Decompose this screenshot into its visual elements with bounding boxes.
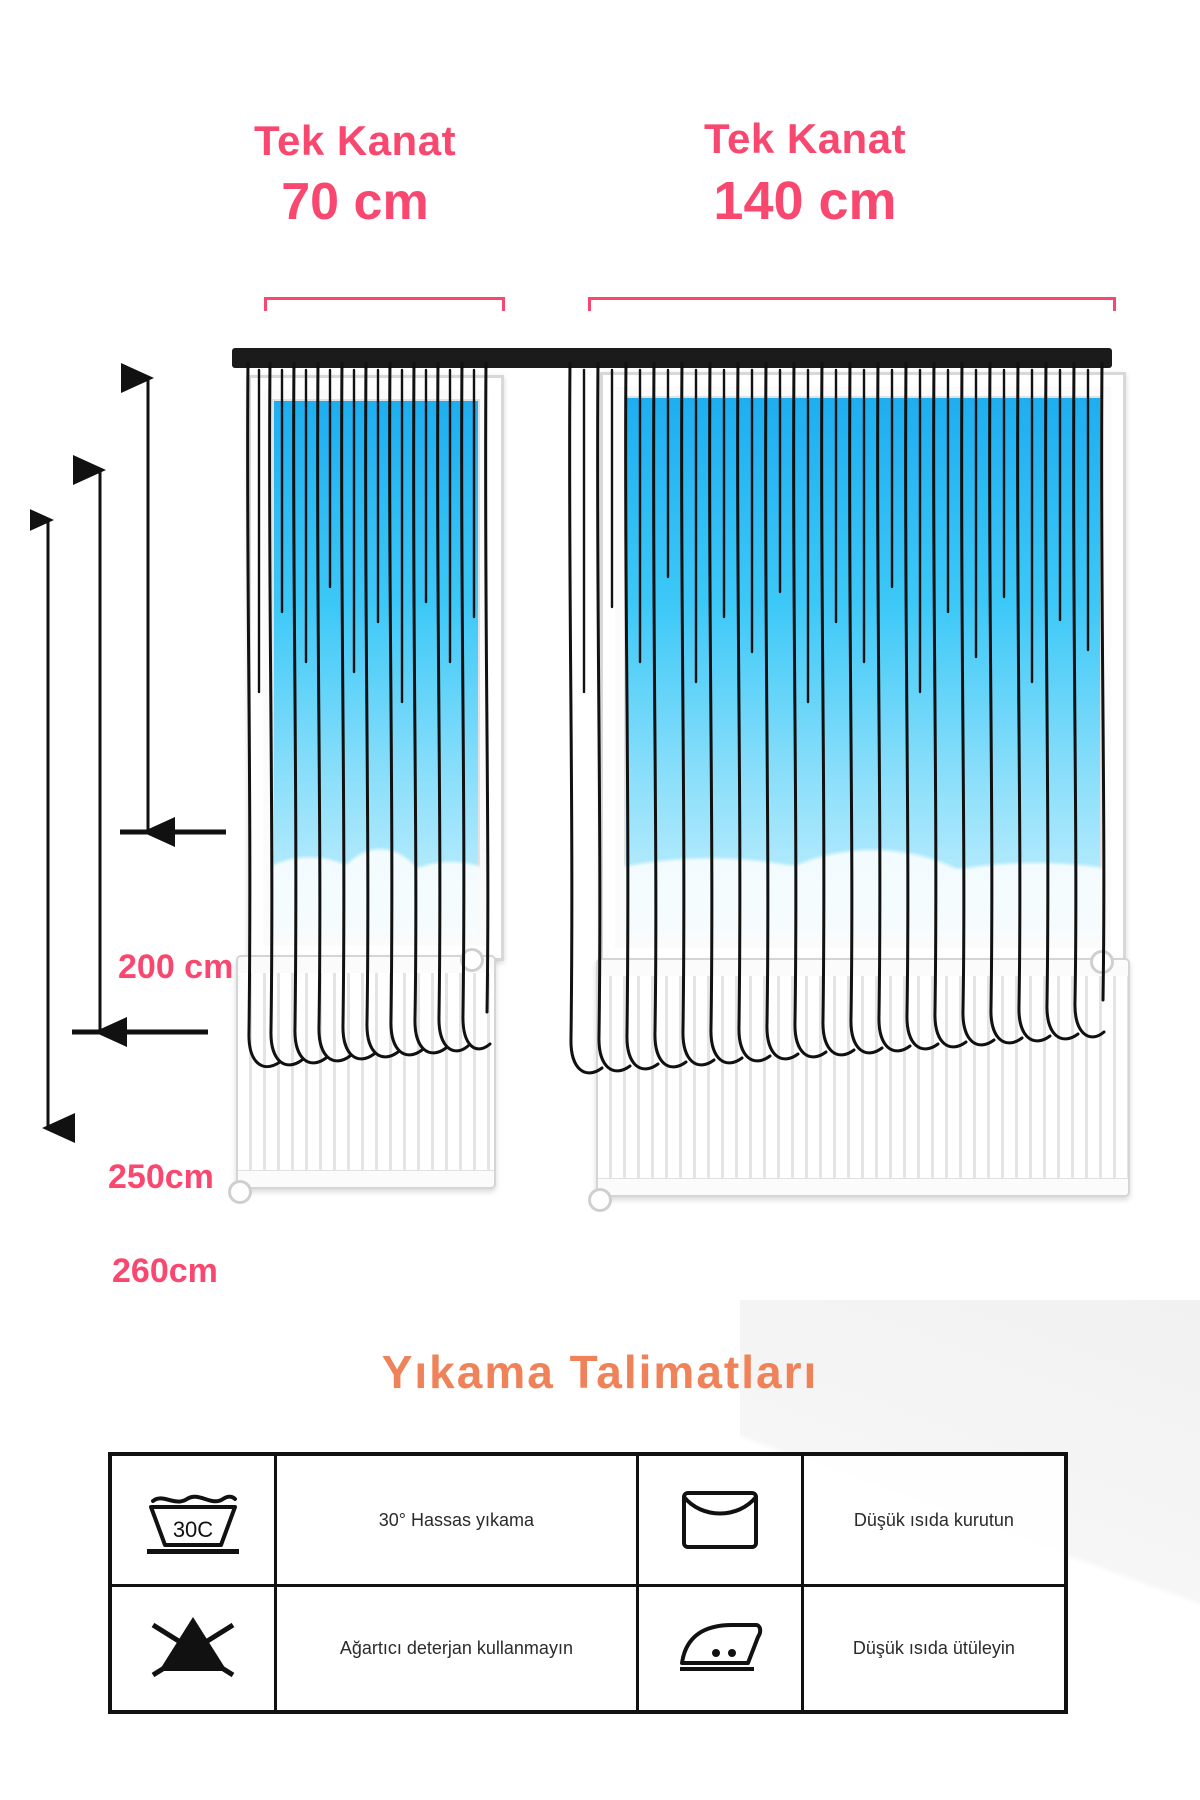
wash-text-cell: Düşük ısıda ütüleyin bbox=[802, 1586, 1066, 1712]
panel-size-70: 70 cm bbox=[281, 173, 429, 231]
window-left-glass bbox=[263, 390, 489, 946]
panel-title-70: Tek Kanat bbox=[253, 117, 457, 164]
iron-low-icon bbox=[672, 1611, 768, 1681]
height-label-260: 260cm bbox=[112, 1252, 218, 1290]
radiator-left-bottom-cap bbox=[238, 1170, 494, 1187]
radiator-right-valve bbox=[588, 1188, 612, 1212]
wash-icon-cell bbox=[110, 1586, 276, 1712]
width-bracket-140 bbox=[588, 297, 1116, 311]
wash-tub-30c-icon bbox=[145, 1479, 241, 1557]
panel-title-140: Tek Kanat bbox=[703, 115, 907, 162]
radiator-right-bottom-cap bbox=[598, 1178, 1128, 1195]
radiator-left bbox=[236, 955, 496, 1189]
panel-size-140: 140 cm bbox=[713, 171, 897, 231]
window-right bbox=[600, 372, 1126, 963]
radiator-right bbox=[596, 958, 1130, 1197]
tumble-dry-low-icon bbox=[674, 1479, 766, 1557]
wash-text-cell: Düşük ısıda kurutun bbox=[802, 1454, 1066, 1586]
wash-instructions-title: Yıkama Talimatları bbox=[381, 1346, 819, 1398]
wash-instructions-table bbox=[108, 1452, 1068, 1714]
no-bleach-icon bbox=[145, 1609, 241, 1683]
table-row bbox=[110, 1586, 1066, 1712]
height-label-200: 200 cm bbox=[118, 948, 234, 986]
panel-label-70 bbox=[190, 117, 520, 231]
width-bracket-70 bbox=[264, 297, 505, 311]
height-label-250: 250cm bbox=[108, 1158, 214, 1196]
panel-label-140 bbox=[560, 115, 1050, 231]
wash-text-cell: 30° Hassas yıkama bbox=[276, 1454, 638, 1586]
radiator-left-top-cap bbox=[238, 957, 494, 974]
wash-text-cell: Ağartıcı deterjan kullanmayın bbox=[276, 1586, 638, 1712]
curtain-rod bbox=[232, 348, 1112, 368]
wash-icon-cell bbox=[637, 1586, 802, 1712]
window-right-glass bbox=[615, 387, 1111, 948]
radiator-right-valve-top bbox=[1090, 950, 1114, 974]
window-left bbox=[248, 375, 504, 961]
wash-icon-cell bbox=[110, 1454, 276, 1586]
radiator-left-fins bbox=[238, 973, 494, 1171]
radiator-left-valve-top bbox=[460, 948, 484, 972]
radiator-right-fins bbox=[598, 976, 1128, 1179]
table-row bbox=[110, 1454, 1066, 1586]
wash-icon-cell bbox=[637, 1454, 802, 1586]
wash-temp-label: 30C bbox=[172, 1516, 214, 1542]
radiator-right-top-cap bbox=[598, 960, 1128, 977]
height-measure-arrows bbox=[30, 360, 260, 1220]
